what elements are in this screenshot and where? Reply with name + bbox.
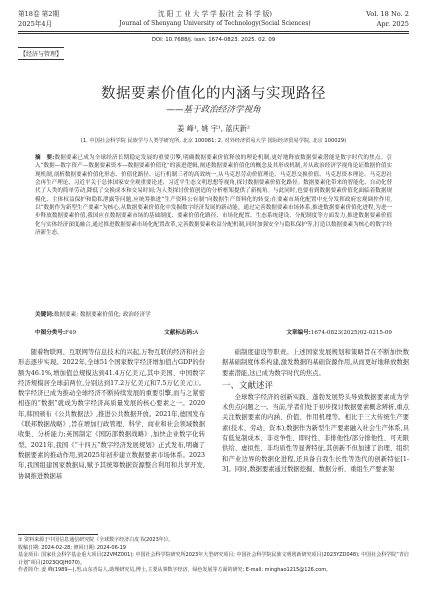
article-no-group [286,328,392,336]
article-subtitle: ——基于政治经济学视角 [166,105,261,115]
doc-code-label: 文献标志码: [164,330,195,336]
keywords-text: 数据要素; 数据要素价值化; 政治经济学 [53,312,151,318]
article-no-label: 文章编号: [286,330,311,336]
section-heading: 一、文献述评 [222,380,274,391]
abstract [35,154,392,237]
footnote-source: ① 资料来源于中国信息通信研究院《全球数字经济白皮书(2023年)》。 [18,537,174,543]
article-no-value: 1674-0823(2025)02-0215-09 [310,330,392,336]
footnote-received: 收稿日期: 2024-02-28; 修回日期: 2024-06-19 [18,544,126,551]
article-title: 数据要素价值化的内涵与实现路径 [101,86,326,102]
authors: 姜 峰¹, 姚 宇¹, 蓝庆新² [177,124,250,133]
cls-label: 中图分类号: [35,330,66,336]
doc-code-group [164,328,198,336]
journal-title-cn: 沈 阳 工 业 大 学 学 报(社 会 科 学 版) [158,10,272,18]
volume-issue-en: Vol. 18 No. 2 [366,10,409,18]
body-paragraph: 随着物联网、互联网等信息技术的兴起,万物互联的经济和社会形态逐步实现。2022年,全球51个国家数字经济增加值占GDP的份额为46.1%,增加值总规模达到41.4万亿美元,其中美国、中国数字经济规模居全球前两位,分别达到17.2万亿美元和7.5万亿美元①。数字经济已成为推动全球经济不断持续发展的重要引擎,而与之紧密相连的“数据”就成为数字经济高质量发展的核心要素之一。2020年,韩国颁布《公共数据法》,推进公共数据开放。2021年,德国发布《联邦数据战略》,旨在增加行政管理、科学、商业和社会领域数据收集、分析能力;英国制定《国防部数据战略》,加快企业数字化转型。2021年,我国《“十四五”数字经济发展规划》正式发布,明确了数据要素的推动作用,到2025年初步建立数据要素市场体系。2023年,我国组建国家数据局,赋予其统筹数据资源整合利用和共享开发,协调推进数据基 [18,349,205,480]
affiliations: (1. 中国社会科学院 民族学与人类学研究所, 北京 100081; 2. 对外经济贸易大学 国际经济贸易学院, 北京 100029) [80,138,347,144]
journal-title-block [95,9,335,29]
doi: DOI: 10.7688/j. issn. 1674-0823. 2025. 02. 09 [151,37,276,43]
body-paragraph: 全球数字经济的创新实践、蓬勃发展势头导致数据要素成为学术焦点问题之一。当前,学者们处于初步探讨数据要素概念辨析,重点关注数据要素的内涵、价值、作用机理等。相比于三大传统生产要素(技术、劳动、资本),数据作为新型生产要素融入社会生产体系,具有低复制成本、非竞争性、即时性、非排他性/部分排他性、可无限供给、虚拟性、非均质性等显著特征,其创新不但加速了治理、组织和产业边界的数据化进程,还具备自我生长性等迭代的创新特征[1-3]。同时,数据要素通过数据挖掘、数据分析、重组生产要素架 [222,393,409,473]
footnotes [18,537,409,575]
classification-row [35,328,392,336]
header-volume-cn [18,9,98,29]
footnote-author: 作者简介: 姜 峰(1989—),男,山东青岛人,助理研究员,博士,主要从事数字经济、绿色发展等方面的研究; E-mail: minghao1215@126.com。 [18,567,332,574]
section-tag: 【经济与管理】 [18,47,64,60]
cls-group [35,328,76,336]
header-rule [18,31,409,32]
footnote-rule [18,534,98,535]
volume-issue-cn: 第18卷 第2期 [18,10,60,18]
header-rule-thin [18,33,409,34]
header-volume-en [329,9,409,29]
journal-title-en: Journal of Shenyang University of Technology(Social Sciences) [119,20,311,27]
abstract-text: 数据要素已成为全球经济长期稳定发展的重要引擎,明确数据要素价值释放的理论机制,更好地释放数据要素潜能是数字时代的焦点。引入“数据—数字资产—数据要素资本—数据要素价值化”的演进逻辑,阐述数据要素价值化的概念及其形成机制,并从政治经济学视角论证数据价值实现机制,剖析数据要素价值化形态、价值化路径、运行机制三者的高效统一,从马克思劳动价值理论、马克思交换价值、马克思资本理论、马克思社会再生产理论、习近平关于总体国家安全观重要论述、习近平生态文明思想等视角,探讨数据要素价值化路径。数据要素化带来的智能化、自动化替代了人类的简单劳动,降低了交换成本和交易时间;为人类探讨价值创造的分析框架提供了新视角。与此同时,也要看到数据要素价值化面临着数据规模化、主体权益保护和隐私泄露等问题,应统筹推进“生产资料公有制”向数据生产资料化的转变;在要素市场化配置中充分发挥政府宏观调控作用,以“数据作为新型生产要素”为核心,从数据要素价值化中发掘数字经济发展的新动能。通过完善数据要素市场体系,推进数据要素价值化进程,为进一步释放数据要素价值,我国应在数据要素市场的基础制度、要素价值化路径、市场化配置、生态系统建设、分配制度等方面发力,推进数据要素价值化与实体经济深度融合,通过推进数据要素市场化配置改革,完善数据要素收益分配机制,同时加强安全与隐私保护等,打造以数据要素为核心的数字经济新生态。 [35,155,392,237]
body-paragraph: 础制度建设等职责。上述国家发展规划和策略旨在不断加快数据基础制度体系构建,激发数据的基础资源作用,从而更好地释放数据要素潜能,这已成为数字时代的焦点。 [222,349,409,377]
cls-value: F49 [65,330,77,336]
body-column-right [222,348,409,475]
abstract-label: 摘 要: [35,155,55,161]
doc-code-value: A [194,330,199,336]
footnote-funding: 基金项目: 国家社会科学基金重大项目(22VMZ001); 中国社会科学院研究所2023年大型研究项目; 中国社会科学院民族文明创新研究项目(2023YZD048); 中国社会科学院“青启计划”项目(2023QQJH070)。 [18,552,409,566]
date-en: Apr. 2025 [376,20,409,28]
keywords [35,311,392,319]
date-cn: 2025年4月 [18,20,53,28]
body-column-left [18,348,205,482]
keywords-label: 关键词: [35,312,54,318]
